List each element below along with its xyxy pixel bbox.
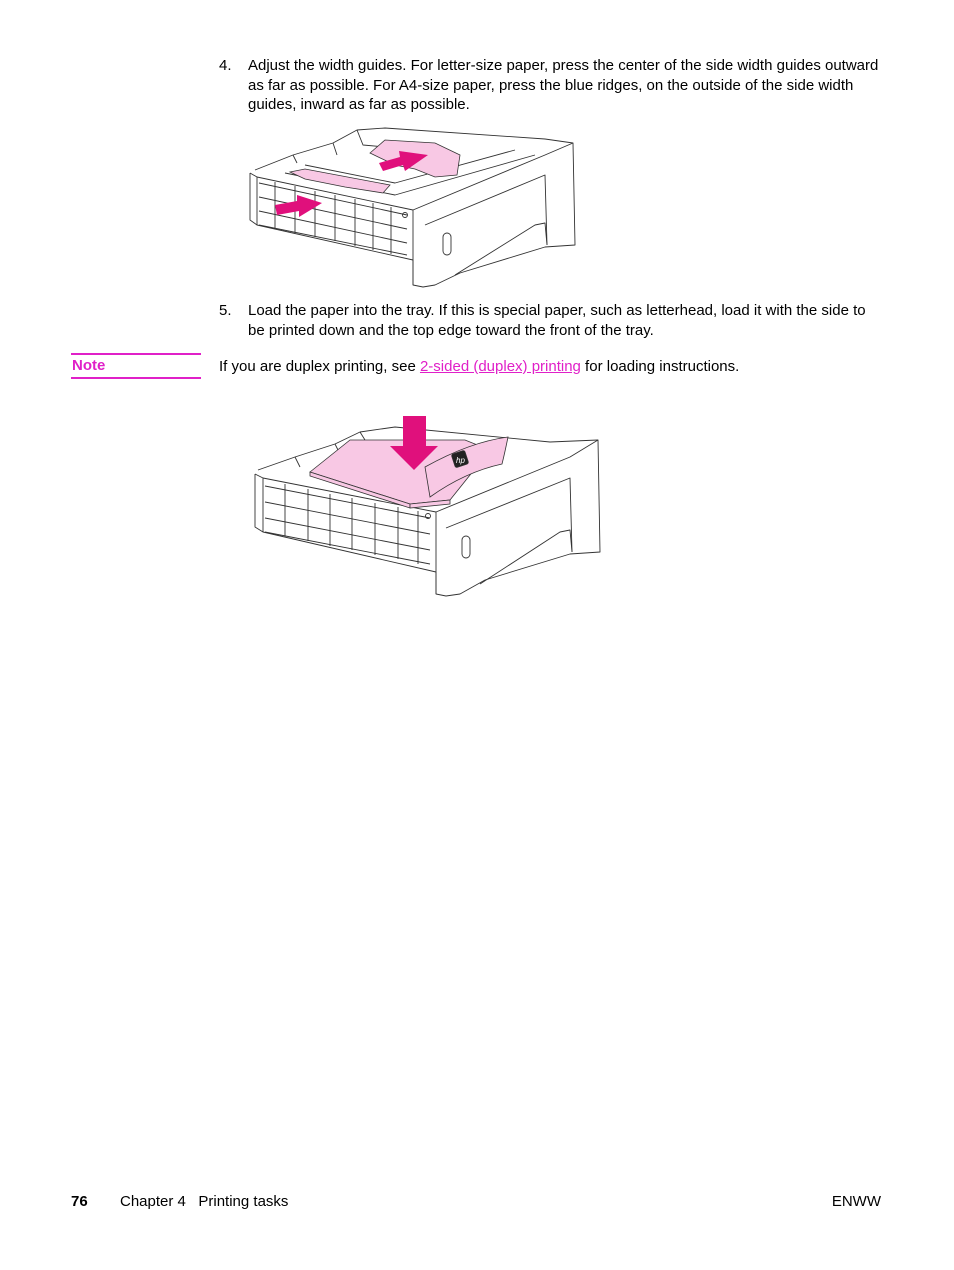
step-text: Adjust the width guides. For letter-size paper, press the center of the side width guides outward as far as possible. For A4-size paper, press the blue ridges, on the outside of the side width guides, inward as far as possible. — [248, 57, 879, 113]
step-number: 4. — [219, 57, 232, 74]
note-text — [219, 357, 739, 377]
step-5 — [219, 301, 879, 340]
page-number: 76 — [71, 1193, 88, 1210]
step-number: 5. — [219, 302, 232, 319]
note-label: Note — [71, 353, 201, 379]
document-code: ENWW — [831, 1193, 881, 1210]
hp-logo: hp — [456, 456, 465, 465]
tray-width-guides-illustration — [245, 125, 580, 290]
note-text-before: If you are duplex printing, see — [219, 358, 420, 375]
step-text: Load the paper into the tray. If this is special paper, such as letterhead, load it with the side to be printed down and the top edge toward the front of the tray. — [248, 302, 866, 339]
chapter-title: Chapter 4 Printing tasks — [120, 1193, 289, 1210]
duplex-printing-link[interactable]: 2-sided (duplex) printing — [419, 358, 581, 375]
step-4 — [219, 56, 879, 115]
note-text-after: for loading instructions. — [580, 358, 740, 375]
tray-load-paper-illustration — [250, 412, 602, 598]
